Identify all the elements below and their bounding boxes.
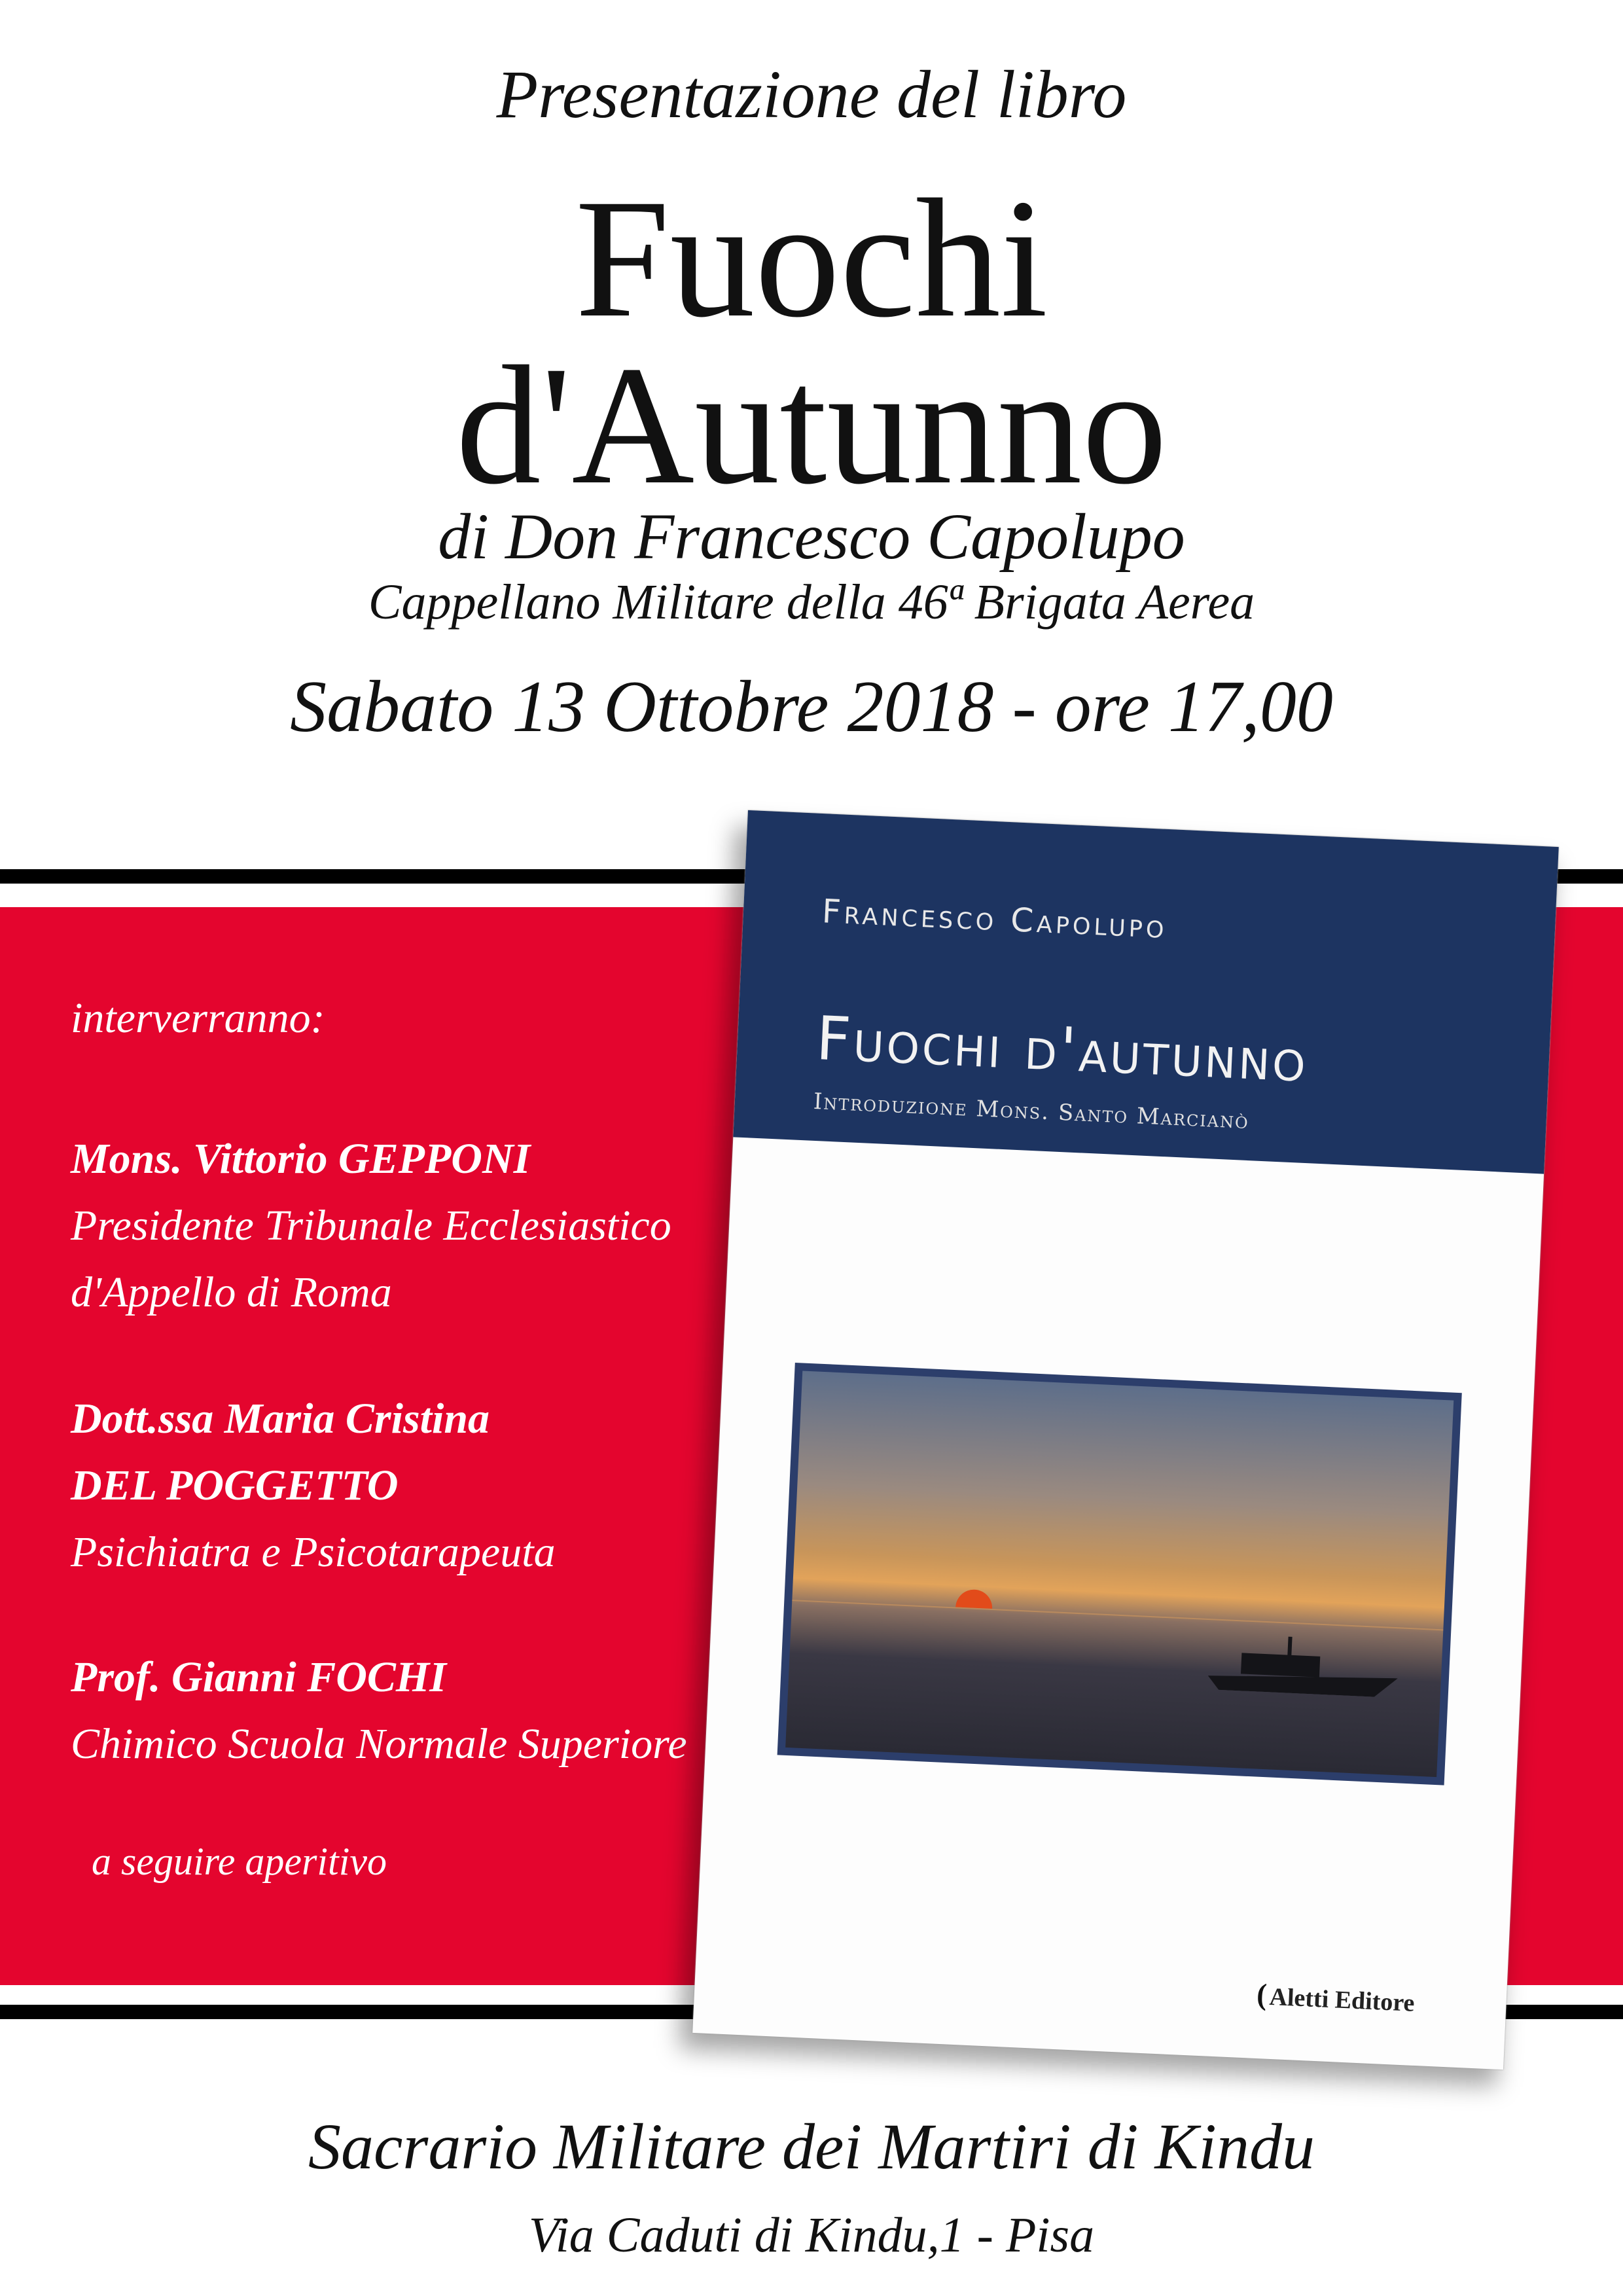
speaker-3-name: Prof. Gianni FOCHI <box>71 1653 446 1701</box>
book-cover-image <box>692 810 1559 2070</box>
book-title-line-1: Fuochi <box>575 164 1048 353</box>
boat-cabin <box>1241 1653 1320 1677</box>
cover-author: Francesco Capolupo <box>821 892 1168 946</box>
publisher-logo-icon: ( <box>1256 1977 1268 2011</box>
author-line: di Don Francesco Capolupo <box>438 500 1185 573</box>
author-role: Cappellano Militare della 46ª Brigata Aerea <box>368 575 1255 630</box>
cover-title: Fuochi d'autunno <box>814 1003 1310 1096</box>
pretitle: Presentazione del libro <box>496 57 1127 132</box>
book-title-line-2: d'Autunno <box>455 331 1168 520</box>
speaker-2-role: Psichiatra e Psicotarapeuta <box>71 1528 556 1576</box>
cover-photo-frame <box>777 1363 1462 1785</box>
speaker-1-role-line-2: d'Appello di Roma <box>71 1268 392 1316</box>
cover-title-panel <box>733 810 1558 1174</box>
speakers-intro: interverranno: <box>71 994 325 1042</box>
speaker-2-name-line-2: DEL POGGETTO <box>71 1462 399 1509</box>
horizon-line <box>792 1600 1443 1630</box>
event-venue: Sacrario Militare dei Martiri di Kindu <box>308 2110 1315 2183</box>
speaker-1-name: Mons. Vittorio GEPPONI <box>71 1135 531 1183</box>
cover-introduction: Introduzione Mons. Santo Marcianò <box>813 1088 1250 1135</box>
speaker-1-role-line-1: Presidente Tribunale Ecclesiastico <box>71 1202 671 1249</box>
aperitivo-note: a seguire aperitivo <box>92 1840 387 1883</box>
event-address: Via Caduti di Kindu,1 - Pisa <box>528 2208 1095 2263</box>
setting-sun <box>955 1589 993 1609</box>
event-date: Sabato 13 Ottobre 2018 - ore 17,00 <box>290 666 1333 747</box>
publisher-name: Aletti Editore <box>1268 1982 1416 2017</box>
cover-publisher <box>694 1951 1507 2022</box>
speaker-3-role: Chimico Scuola Normale Superiore <box>71 1720 687 1768</box>
sunset-sea-photo <box>785 1371 1454 1777</box>
speaker-2-name-line-1: Dott.ssa Maria Cristina <box>71 1395 490 1443</box>
